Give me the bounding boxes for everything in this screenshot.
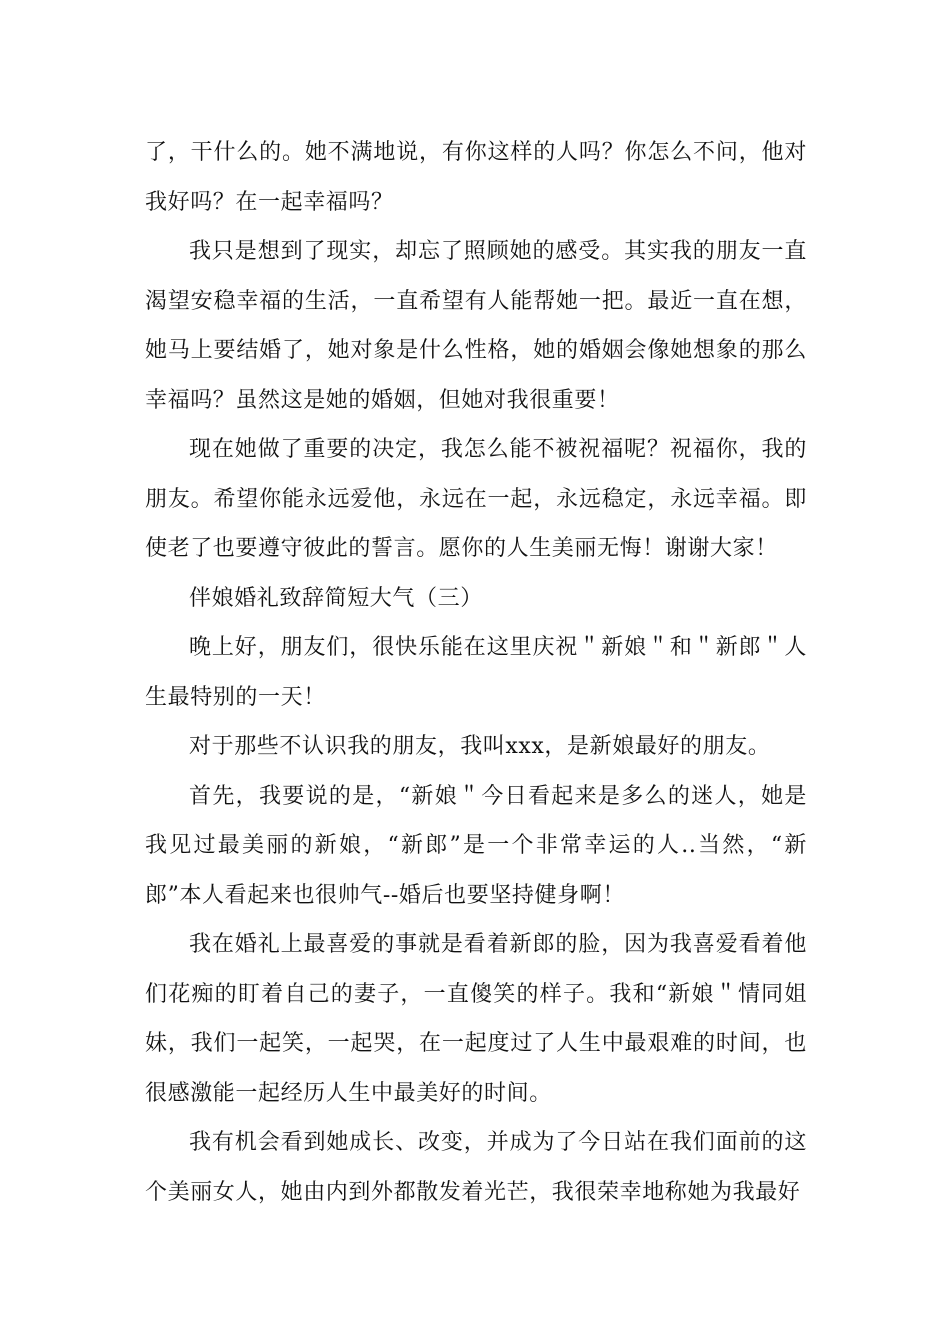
paragraph: 我在婚礼上最喜爱的事就是看着新郎的脸，因为我喜爱看着他们花痴的盯着自己的妻子，一直傻笑的样子。我和“新娘＂情同姐妹，我们一起笑，一起哭，在一起度过了人生中最艰难的时间，也很感激能一起经历人生中最美好的时间。 xyxy=(145,932,807,1106)
paragraph-continuation: 了，干什么的。她不满地说，有你这样的人吗？你怎么不问，他对我好吗？在一起幸福吗？ xyxy=(145,140,807,215)
paragraph: 对于那些不认识我的朋友，我叫xxx，是新娘最好的朋友。 xyxy=(189,734,771,759)
paragraph: 首先，我要说的是，“新娘＂今日看起来是多么的迷人，她是我见过最美丽的新娘，“新郎”是一个非常幸运的人..当然，“新郎”本人看起来也很帅气--婚后也要坚持健身啊！ xyxy=(145,783,807,908)
paragraph: 现在她做了重要的决定，我怎么能不被祝福呢？祝福你，我的朋友。希望你能永远爱他，永远在一起，永远稳定，永远幸福。即使老了也要遵守彼此的誓言。愿你的人生美丽无悔！谢谢大家！ xyxy=(145,437,807,561)
paragraph: 我有机会看到她成长、改变，并成为了今日站在我们面前的这个美丽女人，她由内到外都散发着光芒，我很荣幸地称她为我最好 xyxy=(145,1130,807,1205)
paragraph: 晚上好，朋友们，很快乐能在这里庆祝＂新娘＂和＂新郎＂人生最特别的一天！ xyxy=(145,635,807,710)
section-heading: 伴娘婚礼致辞简短大气（三） xyxy=(189,585,483,611)
document-body xyxy=(145,128,807,1217)
paragraph: 我只是想到了现实，却忘了照顾她的感受。其实我的朋友一直渴望安稳幸福的生活，一直希望有人能帮她一把。最近一直在想，她马上要结婚了，她对象是什么性格，她的婚姻会像她想象的那么幸福吗？虽然这是她的婚姻，但她对我很重要！ xyxy=(145,239,807,413)
